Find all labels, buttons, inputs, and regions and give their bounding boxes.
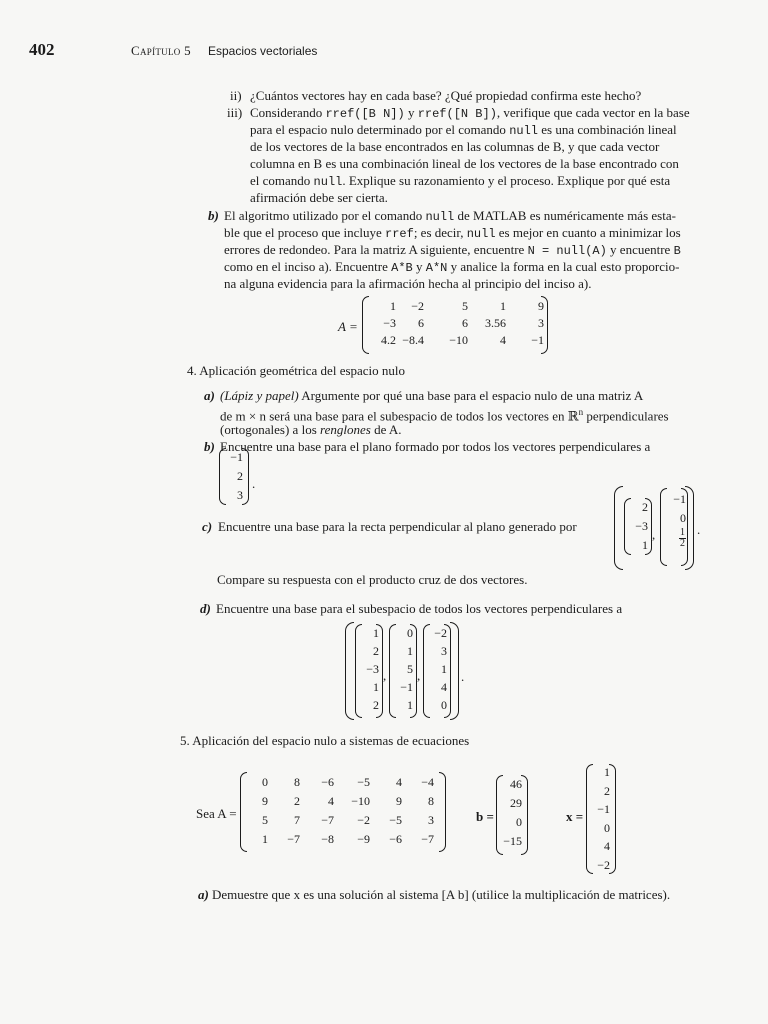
- q4-c-text: Encuentre una base para la recta perpendicular al plano generado por: [218, 519, 577, 534]
- vector-entry: 2: [604, 783, 610, 798]
- matrix-entry: −6: [389, 832, 402, 846]
- q5-title: 5. Aplicación del espacio nulo a sistemas de ecuaciones: [180, 733, 470, 748]
- vector-entry: 3: [237, 488, 243, 502]
- vector-entry: −2: [434, 626, 447, 640]
- item-iii-line5: el comando null. Explique su razonamiento y el proceso. Explique por qué esta: [250, 173, 671, 189]
- vector-entry: −2: [597, 857, 610, 872]
- matrix-entry: 8: [294, 775, 300, 789]
- matrix-entry: 1: [262, 832, 268, 846]
- brace-right: [450, 622, 459, 720]
- bracket-right: [439, 772, 446, 852]
- vector-entry: 1: [407, 698, 413, 712]
- q4-b-vector: [219, 448, 249, 505]
- q4-d-vector-set: [345, 622, 459, 720]
- fraction-entry: [664, 528, 686, 551]
- q5-a-text: Demuestre que x es una solución al sistema [A b] (utilice la multiplicación de matrices).: [212, 887, 671, 902]
- matrix-entry: 0: [262, 775, 268, 789]
- vector-entry: 2: [373, 644, 379, 658]
- matrix-entry: −10: [449, 333, 468, 347]
- bracket-right: [521, 775, 528, 855]
- item-iii-line6: afirmación debe ser cierta.: [250, 190, 388, 205]
- period: .: [697, 522, 701, 537]
- vector-entry: 1: [407, 644, 413, 658]
- vector-entry: 2: [642, 500, 648, 514]
- comma: ,: [417, 668, 421, 683]
- q5-sea-label: Sea A =: [196, 806, 237, 821]
- q4-b-text: Encuentre una base para el plano formado por todos los vectores perpendiculares a: [220, 439, 651, 454]
- vector-entry: 0: [604, 820, 610, 835]
- q5-a-label: a): [198, 887, 209, 902]
- q4-a-line1: (Lápiz y papel) Argumente por qué una base para el espacio nulo de una matriz A: [220, 388, 644, 403]
- matrix-entry: 4: [328, 794, 334, 808]
- vector-entry: 1: [373, 626, 379, 640]
- vector-entry: 1: [642, 538, 648, 552]
- fraction-denominator: 2: [680, 538, 685, 549]
- matrix-entry: −4: [421, 775, 434, 789]
- q4-c-vector-2: [660, 488, 688, 566]
- item-b-line2: ble que el proceso que incluye rref; es decir, null es mejor en cuanto a minimizar los: [224, 225, 681, 241]
- vector-entry: 4: [441, 680, 447, 694]
- item-ii-text: ¿Cuántos vectores hay en cada base? ¿Qué propiedad confirma este hecho?: [250, 88, 642, 103]
- vector-entry: 2: [373, 698, 379, 712]
- q4-d-text: Encuentre una base para el subespacio de todos los vectores perpendiculares a: [216, 601, 623, 616]
- vector-entry: 3: [441, 644, 447, 658]
- matrix-entry: 4: [396, 775, 402, 789]
- vector-entry: −1: [673, 492, 686, 506]
- q5-x-vector: [586, 764, 616, 874]
- bracket-right: [242, 448, 249, 505]
- vector-entry: −3: [635, 519, 648, 533]
- matrix-entry: 6: [462, 316, 468, 330]
- item-b-line4: como en el inciso a). Encuentre A*B y A*N y analice la forma en la cual esto proporcio-: [224, 259, 680, 275]
- q5-b-label: b =: [476, 809, 494, 824]
- fraction-numerator: 1: [680, 527, 685, 538]
- matrix-entry: −8: [321, 832, 334, 846]
- vector-entry: 5: [407, 662, 413, 676]
- brace-left: [614, 486, 623, 570]
- q4-d-vector-3: [423, 624, 451, 718]
- matrix-entry: 5: [262, 813, 268, 827]
- matrix-a1: [362, 296, 548, 354]
- bracket-right: [609, 764, 616, 874]
- matrix-entry: 3: [538, 316, 544, 330]
- matrix-entry: 6: [418, 316, 424, 330]
- matrix-entry: −2: [357, 813, 370, 827]
- matrix-entry: 2: [294, 794, 300, 808]
- vector-entry: −1: [400, 680, 413, 694]
- matrix-entry: −6: [321, 775, 334, 789]
- q5-matrix-a: [240, 772, 446, 852]
- matrix-entry: −7: [421, 832, 434, 846]
- matrix-entry: 9: [262, 794, 268, 808]
- matrix-entry: −7: [321, 813, 334, 827]
- q4-c-label: c): [202, 519, 213, 534]
- matrix-entry: 9: [396, 794, 402, 808]
- item-iii-line2: para el espacio nulo determinado por el comando null es una combinación lineal: [250, 122, 677, 138]
- matrix-entry: −3: [383, 316, 396, 330]
- comma: ,: [652, 527, 656, 542]
- vector-entry: 1: [441, 662, 447, 676]
- matrix-entry: −5: [389, 813, 402, 827]
- item-iii-line4: columna en B es una combinación lineal de los vectores de la base encontrado con: [250, 156, 679, 171]
- q4-d-vector-2: [389, 624, 417, 718]
- period: .: [252, 476, 256, 491]
- vector-entry: −1: [230, 450, 243, 464]
- matrix-entry: −2: [411, 299, 424, 313]
- q4-compare-text: Compare su respuesta con el producto cruz de dos vectores.: [217, 572, 528, 587]
- q4-d-vector-1: [355, 624, 383, 718]
- q5-x-label: x =: [566, 809, 584, 824]
- matrix-entry: 4: [500, 333, 506, 347]
- q4-c-vector-1: [624, 498, 652, 555]
- matrix-entry: 4.2: [381, 333, 396, 347]
- item-b-line3: errores de redondeo. Para la matriz A siguiente, encuentre N = null(A) y encuentre B: [224, 242, 681, 258]
- q4-d-label: d): [200, 601, 211, 616]
- matrix-entry: 1: [500, 299, 506, 313]
- vector-entry: −3: [366, 662, 379, 676]
- comma: ,: [383, 668, 387, 683]
- q4-a-label: a): [204, 388, 215, 403]
- vector-entry: −1: [597, 802, 610, 816]
- matrix-entry: 5: [462, 299, 468, 313]
- matrix-entry: 3: [428, 813, 434, 827]
- vector-entry: 0: [407, 626, 413, 640]
- brace-left: [345, 622, 354, 720]
- q4-a-line2: de m × n será una base para el subespacio de todos los vectores en ℝ$^n$ perpendiculares: [220, 407, 669, 424]
- matrix-entry: 8: [428, 794, 434, 808]
- matrix-entry: 3.56: [485, 316, 506, 330]
- q5-b-vector: [496, 775, 528, 855]
- matrix-entry: −1: [531, 333, 544, 347]
- page-number: 402: [29, 40, 55, 59]
- vector-entry: 1: [604, 765, 610, 779]
- vector-entry: 0: [441, 698, 447, 712]
- vector-entry: 46: [510, 777, 522, 791]
- item-b-line5: na alguna evidencia para la afirmación hecha al principio del inciso a).: [224, 276, 592, 291]
- vector-entry: 4: [604, 839, 610, 853]
- q4-title: 4. Aplicación geométrica del espacio nulo: [187, 363, 406, 378]
- item-iii-line3: de los vectores de la base encontrados en las columnas de B, y que cada vector: [250, 139, 660, 154]
- item-ii-label: ii): [230, 88, 242, 103]
- matrix-entry: −8.4: [402, 333, 424, 347]
- matrix-a1-label: A =: [338, 319, 358, 334]
- vector-entry: 0: [680, 511, 686, 525]
- q4-a-line3: (ortogonales) a los renglones de A.: [220, 422, 402, 437]
- vector-entry: 1: [373, 680, 379, 694]
- vector-entry: 0: [516, 815, 522, 829]
- item-iii-label: iii): [227, 105, 243, 120]
- vector-entry: 2: [237, 469, 243, 483]
- matrix-entry: −7: [287, 832, 300, 846]
- matrix-entry: −9: [357, 832, 370, 846]
- vector-entry: −15: [503, 834, 522, 848]
- vector-entry: 29: [510, 796, 522, 810]
- q4-b-label: b): [204, 439, 215, 454]
- chapter-title: Espacios vectoriales: [208, 44, 318, 58]
- matrix-entry: −10: [351, 794, 370, 808]
- q4-c-vector-set: [614, 486, 694, 570]
- period: .: [461, 669, 465, 684]
- matrix-entry: 7: [294, 813, 300, 827]
- matrix-entry: 1: [390, 299, 396, 313]
- item-b-label: b): [208, 208, 219, 223]
- matrix-entry: 9: [538, 299, 544, 313]
- chapter-label: Capítulo 5: [131, 43, 191, 58]
- item-iii-line1: Considerando rref([B N]) y rref([N B]), verifique que cada vector en la base: [250, 105, 690, 121]
- matrix-entry: −5: [357, 775, 370, 789]
- item-b-line1: El algoritmo utilizado por el comando null de MATLAB es numéricamente más esta-: [224, 208, 676, 224]
